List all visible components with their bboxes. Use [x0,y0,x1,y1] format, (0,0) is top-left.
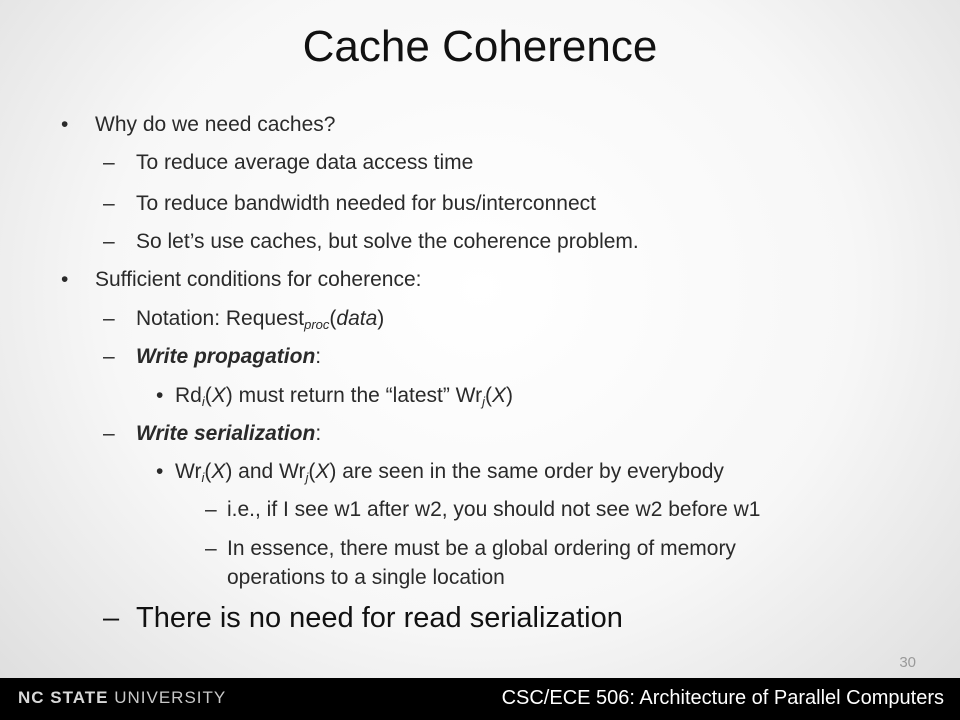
dash-marker: – [103,422,115,445]
dash-marker: – [205,498,217,521]
item-read-latest-write: $Rd_i(X)$ must return the “latest” $Wr_j(X)$ [175,384,514,409]
item-same-order: $Wr_i(X)$ and $Wr_j(X)$ are seen in the same order by everybody [175,460,724,485]
page-number: 30 [899,654,916,671]
item-ie-example: i.e., if I see w1 after w2, you should not see w2 before w1 [227,498,761,521]
dash-marker: – [103,151,115,174]
item-global-ordering-2: operations to a single location [227,566,505,589]
bullet-marker: • [61,113,69,136]
bullet-marker: • [61,268,69,291]
bullet-why-caches: Why do we need caches? [95,113,336,136]
sub-bullet-read-serialization: There is no need for read serialization [136,602,623,634]
dash-marker: – [103,345,115,368]
sub-bullet-bandwidth: To reduce bandwidth needed for bus/interconnect [136,192,596,215]
dash-marker: – [103,307,115,330]
dash-marker: – [205,537,217,560]
footer-bar [0,678,960,720]
course-title: CSC/ECE 506: Architecture of Parallel Computers [501,687,944,709]
sub-bullet-use-caches: So let’s use caches, but solve the coherence problem. [136,230,639,253]
bullet-sufficient-conditions: Sufficient conditions for coherence: [95,268,422,291]
sub-bullet-write-serialization: Write serialization: [136,422,322,445]
dash-marker: – [103,192,115,215]
item-global-ordering-1: In essence, there must be a global ordering of memory [227,537,736,560]
sub-bullet-access-time: To reduce average data access time [136,151,474,174]
sub-bullet-notation: Notation: Request$_{proc}$(data) [136,307,385,332]
university-logo: NC STATE UNIVERSITY [18,688,227,707]
sub-bullet-write-propagation: Write propagation: [136,345,322,368]
slide-title: Cache Coherence [302,22,658,71]
bullet-marker: • [156,384,164,407]
bullet-marker: • [156,460,164,483]
dash-marker: – [103,230,115,253]
dash-marker: – [103,602,120,634]
